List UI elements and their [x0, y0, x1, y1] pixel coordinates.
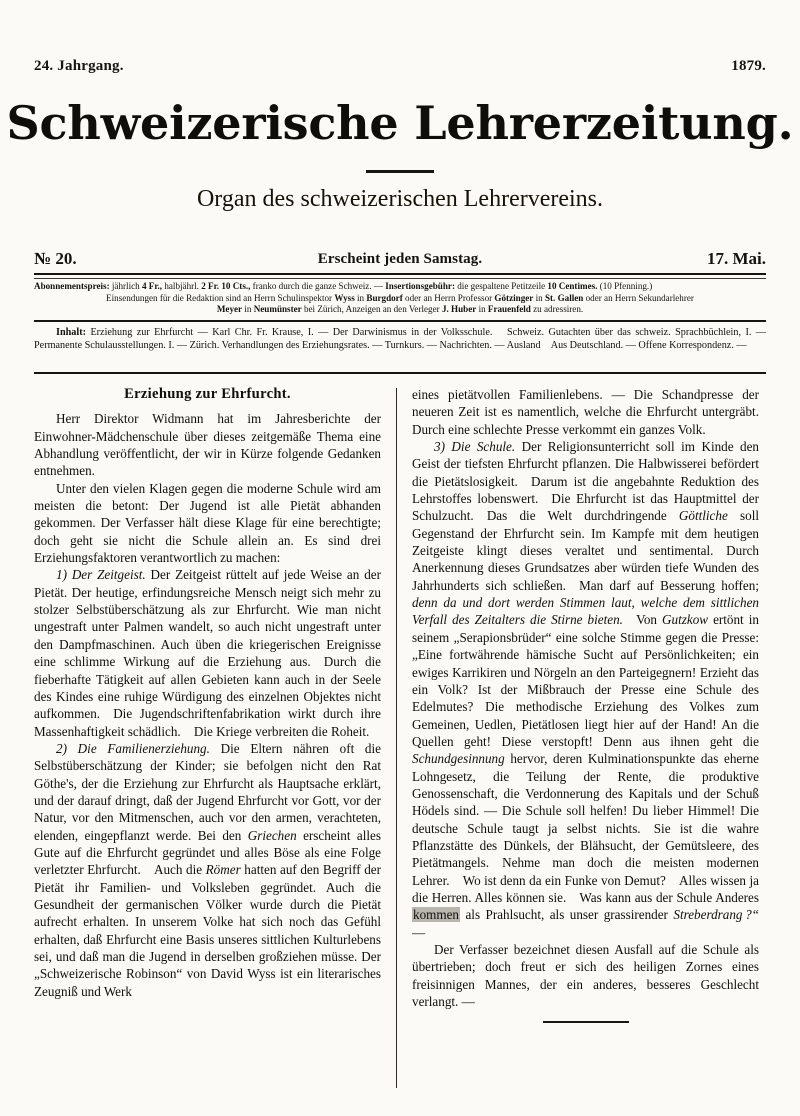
column-left: [34, 386, 381, 1098]
newspaper-title: Schweizerische Lehrerzeitung.: [6, 96, 794, 150]
paragraph: Unter den vielen Klagen gegen die moderne Schule wird am meisten die betont: Der Jugend ist alle Pietät abhanden gekommen. Der Verfasser hält diese Klage für eine berechtigte; doch geht sie nicht die Schule allein an. Es sind drei Erziehungsfaktoren verantwortlich zu machen:: [34, 480, 381, 566]
publication-frequency: Erscheint jeden Samstag.: [317, 251, 483, 267]
column-right: [412, 386, 759, 1098]
fineprint-place-burgdorf: Burgdorf: [366, 292, 403, 303]
rule-above-fineprint: [34, 273, 766, 275]
fineprint-t7: in: [354, 292, 367, 303]
fineprint-t10: oder an Herrn Sekundarlehrer: [583, 292, 694, 303]
contents-block: [34, 327, 766, 352]
fineprint-editor-goetzinger: Götzinger: [494, 292, 534, 303]
fineprint-place-neumuenster: Neumünster: [253, 304, 302, 315]
section-body: erscheint alles Gute auf die Ehrfurcht gegründet und alles Böse als eine Folge verletzter Ehrfurcht. Auch die: [34, 827, 381, 878]
fineprint-t11: in: [242, 304, 254, 315]
section-body: ertönt in seinem „Serapionsbrüder“ eine solche Stimme gegen die Presse: „Eine fortwährende hämische Sucht auf Persönlichkeiten; ein ewiges Karrikiren und Nörgeln an den Parteigegnern! Erzieht das ein Volk? Ist der Mißbrauch der Presse eine Schule des Edelmutes? Die methodische Erziehung des Volkes zum Gemeinen, Uedlen, Pietätlosen liegt hier auf der Hand! An die Quellen geht! Diese verstopft! Denn aus ihnen geht die: [412, 612, 759, 749]
emphasis-stimmen: denn da und dort werden Stimmen laut, welche dem sittlichen Verfall des Zeitalters die Stirne bieten.: [412, 595, 759, 628]
section-heading: Die Familienerziehung.: [77, 740, 210, 756]
fineprint-ad-label: Insertionsgebühr:: [385, 281, 455, 291]
paragraph-familienerziehung: [34, 740, 381, 1000]
emphasis-roemer: Römer: [205, 862, 241, 878]
fineprint-line-3: [34, 304, 766, 316]
newspaper-subtitle: Organ des schweizerischen Lehrervereins.: [196, 186, 604, 212]
section-body: Die Eltern nähren oft die Selbstüberschätzung der Kinder; sie befolgen nicht den Rat Göthe's, der die Erziehung zur Ehrfurcht als Hauptsache erklärt, und der darauf dringt, daß der Jugend Ehrfurcht vor Gott, vor der Natur, vor den Mitmenschen, auch vor den armen, verachteten, elenden, eingepflanzt werde. Bei den: [34, 740, 381, 843]
rule-below-inhalt: [34, 372, 766, 374]
highlighted-word: kommen: [413, 907, 459, 923]
fineprint-t8: oder an Herrn Professor: [402, 292, 495, 303]
fineprint-line-1: [34, 281, 766, 293]
fineprint-line-2: [34, 293, 766, 305]
fineprint-t14: zu adressiren.: [530, 304, 584, 315]
article-title: Erziehung zur Ehrfurcht.: [124, 386, 291, 402]
fineprint-price-half: 2 Fr. 10 Cts.,: [201, 281, 251, 291]
fineprint-t12: bei Zürich, Anzeigen an den Verleger: [301, 304, 442, 315]
section-number: 1): [56, 567, 67, 583]
paragraph: eines pietätvollen Familienlebens. — Die Schandpresse der neueren Zeit ist es namentlich, welche die Ehrfurcht untergräbt. Durch eine schlechte Presse verkommt ein ganzes Volk.: [412, 387, 759, 437]
section-number: 3): [434, 439, 445, 455]
fineprint-t1: jährlich: [109, 281, 142, 291]
emphasis-griechen: Griechen: [247, 827, 297, 843]
fineprint-t3: franko durch die ganze Schweiz. —: [250, 281, 386, 291]
fineprint-editor-wyss: Wyss: [334, 292, 355, 303]
volume-label: 24. Jahrgang.: [34, 58, 124, 74]
section-body: hervor, deren Kulminationspunkte das eherne Lohngesetz, die Teilung der Rente, die produktive Genossenschaft, die Verdonnerung des Kapitals und der Schuß Hödels sind. — Die Schule soll helfen! Du lieber Himmel! Die deutsche Schule taugt ja selbst nichts. Sie ist die wahre Pflanzstätte des Dünkels, der Blähsucht, der Gemütsleere, des Pietätmangels. Nehme man doch die meisten modernen Lehrer. Wo ist denn da ein Funke von Demut? Alles wissen ja die Herren. Alles können sie. Was kann aus der Schule Anderes: [412, 751, 759, 905]
emphasis-schundgesinnung: Schundgesinnung: [412, 751, 505, 767]
section-body: Von: [622, 612, 663, 628]
contents-text: Erziehung zur Ehrfurcht — Karl Chr. Fr. Krause, I. — Der Darwinismus in der Volksschule. Schweiz. Gutachten über das schweiz. Sprachbüchlein, I. — Permanente Schulausstellungen. I. — Zürich. Verhandlungen des Erziehungsrates. — Turnkurs. — Nachrichten. — Ausland Aus Deutschland. — Offene Korrespondenz. —: [34, 327, 766, 351]
issue-line: [34, 249, 766, 271]
section-number: 2): [56, 740, 67, 756]
emphasis-streberdrang: Streberdrang ?“: [673, 907, 759, 923]
column-divider: [396, 388, 397, 1088]
emphasis-goettliche: Göttliche: [678, 508, 728, 524]
year-label: 1879.: [731, 58, 766, 74]
fineprint-price-year: 4 Fr.,: [141, 281, 163, 291]
fineprint-t9: in: [533, 292, 545, 303]
emphasis-gutzkow: Gutzkow: [662, 612, 709, 628]
fineprint-t2: halbjährl.: [162, 281, 202, 291]
issue-date: 17. Mai.: [706, 249, 766, 268]
masthead-top-line: [34, 58, 766, 75]
issue-number: № 20.: [34, 249, 77, 268]
section-body: soll Gegenstand der Ehrfurcht sein. Im Kampfe mit dem heutigen Zeitgeiste klingt dieses veraltet und sentimental. Durch Anerkennung dieses Grundsatzes aber würden tiefe Wunden des Jahrhunderts sich schließen. Man darf auf Besserung hoffen;: [412, 508, 759, 593]
fineprint-ad-price: 10 Centimes.: [547, 281, 598, 291]
subscription-fineprint: [34, 281, 766, 316]
fineprint-t4: die gespaltene Petitzeile: [454, 281, 548, 291]
paragraph: Herr Direktor Widmann hat im Jahresberichte der Einwohner-Mädchenschule über dieses zeitgemäße Thema eine Abhandlung veröffentlicht, der wir in Kürze folgende Gedanken entnehmen.: [34, 411, 381, 479]
contents-label: Inhalt:: [56, 327, 87, 338]
section-body: —: [412, 924, 426, 940]
fineprint-subscription-label: Abonnementspreis:: [34, 281, 110, 291]
rule-above-fineprint-thin: [34, 278, 766, 279]
section-body: hatten auf den Begriff der Pietät ihr Familien- und Volksleben gegründet. Auch die Gesundheit der germanischen Völker wurde durch die Pietät aufrecht erhalten. In unserem Volke hat sich noch das Gefühl erhalten, daß Ehrfurcht eine Basis unseres sittlichen Kulturlebens sei, und daß man die Jugend in derselben großziehen müsse. Der „Schweizerische Robinson“ von David Wyss ist ein literarisches Zeugniß und Werk: [34, 862, 381, 999]
section-body: Der Zeitgeist rüttelt auf jede Weise an der Pietät. Der heutige, erfindungsreiche Mensch neigt sich mehr zu stolzer Selbstüberschätzung als zur Ehrfurcht. Wie man nicht ungestraft unter Palmen wandelt, so auch nicht ungestraft unter den Dampfmaschinen. Auch üben die kriegerischen Ereignisse eine schlimme Wirkung auf die Erziehung aus. Durch die fieberhafte Tätigkeit auf allen Gebieten kann auch in der Seele des Kindes eine ruhige Würdigung des einzelnen Objektes nicht aufkommen. Die Jugendschriftenfabrikation wirkt durch ihre Massenhaftigkeit schädlich. Die Kriege verbreiten die Roheit.: [34, 567, 381, 739]
article-columns: [34, 386, 766, 1098]
paragraph-zeitgeist: [34, 566, 381, 739]
section-heading: Der Zeitgeist.: [71, 567, 146, 583]
paragraph: Der Verfasser bezeichnet diesen Ausfall auf die Schule als übertrieben; doch freut er sich des heiligen Zornes eines freisinnigen Mannes, der ein anderes, besseres Geschlecht verlangt. —: [412, 942, 759, 1010]
fineprint-t13: in: [476, 304, 488, 315]
rule-above-inhalt: [34, 320, 766, 322]
section-heading: Die Schule.: [451, 439, 516, 455]
masthead-divider: [366, 170, 434, 173]
fineprint-t6: Einsendungen für die Redaktion sind an Herrn Schulinspektor: [106, 292, 335, 303]
fineprint-publisher: J. Huber: [441, 304, 477, 315]
paragraph-schule: [412, 438, 759, 941]
fineprint-editor-meyer: Meyer: [216, 304, 243, 315]
section-body: als Prahlsucht, als unser grassirender: [460, 907, 674, 923]
article-end-rule: [543, 1021, 629, 1023]
fineprint-t5: (10 Pfenning.): [597, 281, 653, 291]
fineprint-place-stgallen: St. Gallen: [544, 292, 584, 303]
section-body: Der Religionsunterricht soll im Kinde den Geist der tiefsten Ehrfurcht pflanzen. Die Halbwisserei befördert die Pietätslosigkeit. Darum ist die angebahnte Reduktion des Lehrstoffes lobenswert. Die Ehrfurcht ist das Hauptmittel der Schulzucht. Das die Welt durchdringende: [412, 439, 760, 524]
fineprint-place-frauenfeld: Frauenfeld: [487, 304, 531, 315]
